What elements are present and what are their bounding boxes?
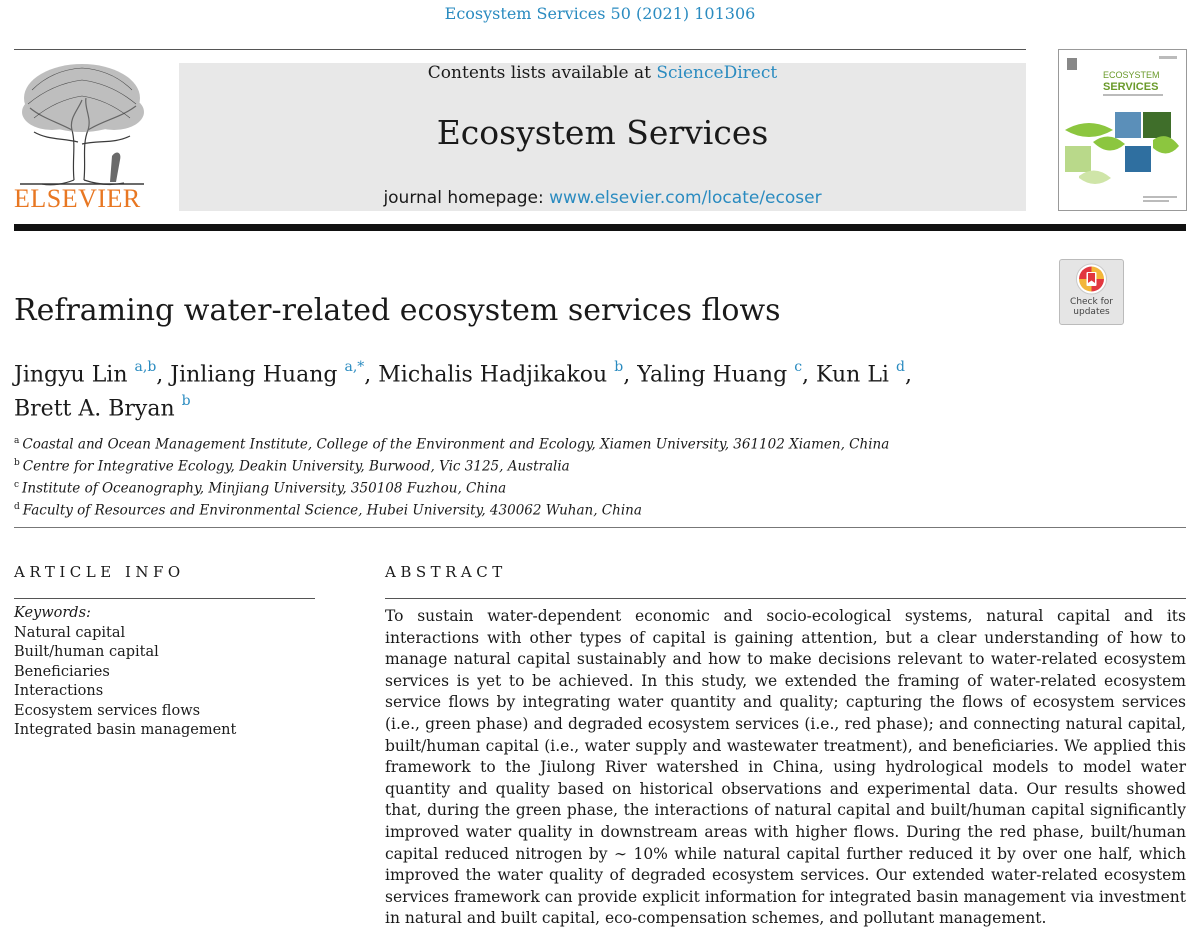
affiliation-key: d [14,502,20,512]
affiliation-text: Coastal and Ocean Management Institute, College of the Environment and Ecology, Xiamen University, 361102 Xiamen, China [22,436,890,453]
journal-masthead [179,63,1026,211]
author-affiliation-marker[interactable]: b [181,393,191,410]
author-affiliation-marker[interactable]: d [895,359,905,375]
sciencedirect-link[interactable]: ScienceDirect [656,63,778,83]
header-divider [14,49,1026,50]
check-updates-icon [1060,260,1123,298]
affiliation-item [14,476,1014,498]
abstract-rule [385,598,1186,599]
affiliation-list [14,432,1014,520]
author-name[interactable]: Yaling Huang [637,362,788,388]
journal-cover [1058,49,1187,211]
author-list [14,355,1014,424]
keyword-item: Integrated basin management [14,722,237,738]
author-separator: , [623,362,638,388]
section-divider [14,527,1186,528]
author-name[interactable]: Kun Li [816,362,889,388]
keyword-item: Built/human capital [14,644,159,660]
author-affiliation-marker[interactable]: c [794,359,803,375]
affiliation-item [14,498,1014,520]
author-separator: , [904,362,912,388]
contents-line: Contents lists available at ScienceDirect [427,63,778,83]
journal-citation[interactable]: Ecosystem Services 50 (2021) 101306 [444,4,756,23]
article-info-heading: ARTICLE INFO [14,563,185,581]
elsevier-wordmark: ELSEVIER [14,184,141,213]
keywords-label: Keywords: [14,605,91,621]
author-name[interactable]: Michalis Hadjikakou [378,362,608,388]
affiliation-key: a [14,436,20,446]
article-info-rule [14,598,315,599]
affiliation-item [14,454,1014,476]
affiliation-text: Centre for Integrative Ecology, Deakin University, Burwood, Vic 3125, Australia [22,458,570,475]
affiliation-text: Faculty of Resources and Environmental Science, Hubei University, 430062 Wuhan, China [22,502,642,519]
keyword-item: Natural capital [14,624,126,641]
check-updates-label-1: Check for [1070,297,1113,307]
keyword-item: Ecosystem services flows [14,702,201,719]
keywords-block [14,604,236,741]
affiliation-key: c [14,480,20,490]
check-for-updates-button[interactable] [1059,259,1124,325]
cover-title-1: ECOSYSTEM [1103,70,1160,80]
author-separator: , [802,362,817,388]
affiliation-text: Institute of Oceanography, Minjiang University, 350108 Fuzhou, China [22,480,507,497]
author-separator: , [156,362,171,388]
homepage-line: journal homepage: www.elsevier.com/locate/ecoser [383,188,822,208]
abstract-heading: ABSTRACT [385,563,507,581]
keyword-item: Beneficiaries [14,663,110,680]
journal-title: Ecosystem Services [436,113,769,152]
author-name[interactable]: Jinliang Huang [170,362,338,388]
author-separator: , [364,362,379,388]
masthead-bottom-rule [14,224,1186,231]
abstract-text: To sustain water-dependent economic and socio-ecological systems, natural capital and its interactions with other types of capital is gaining attention, but a clear understanding of how to manage natural capital sustainably and how to make decisions relevant to water-related ecosystem services is yet to be achieved. In this study, we extended the framing of water-related ecosystem service flows by integrating water quantity and quality; capturing the flows of ecosystem services (i.e., green phase) and degraded ecosystem services (i.e., red phase); and connecting natural capital, built/human capital (i.e., water supply and wastewater treatment), and beneficiaries. We applied this framework to the Jiulong River watershed in China, using hydrological models to model water quantity and quality based on historical observations and experimental data. Our results showed that, during the green phase, the interactions of natural capital and built/human capital significantly improved water quality in downstream areas with higher flows. During the red phase, built/human capital reduced nitrogen by ∼ 10% while natural capital further reduced it by over one half, which improved the water quality of degraded ecosystem services. Our extended water-related ecosystem services framework can provide explicit information for integrated basin management via investment in natural and built capital, eco-compensation schemes, and pollutant management. [385,607,1186,928]
cover-title-2: SERVICES [1103,81,1159,93]
affiliation-key: b [14,458,20,468]
author-affiliation-marker[interactable]: a,* [344,359,365,375]
author-affiliation-marker[interactable]: b [614,359,624,375]
author-name[interactable]: Jingyu Lin [14,362,128,388]
check-updates-label-2: updates [1073,307,1110,317]
author-name[interactable]: Brett A. Bryan [14,396,175,422]
article-title: Reframing water-related ecosystem services flows [14,293,781,328]
homepage-link[interactable]: www.elsevier.com/locate/ecoser [549,188,822,208]
author-affiliation-marker[interactable]: a,b [134,359,157,375]
affiliation-item [14,432,1014,454]
keyword-item: Interactions [14,683,104,699]
journal-cover-art [1059,50,1186,210]
